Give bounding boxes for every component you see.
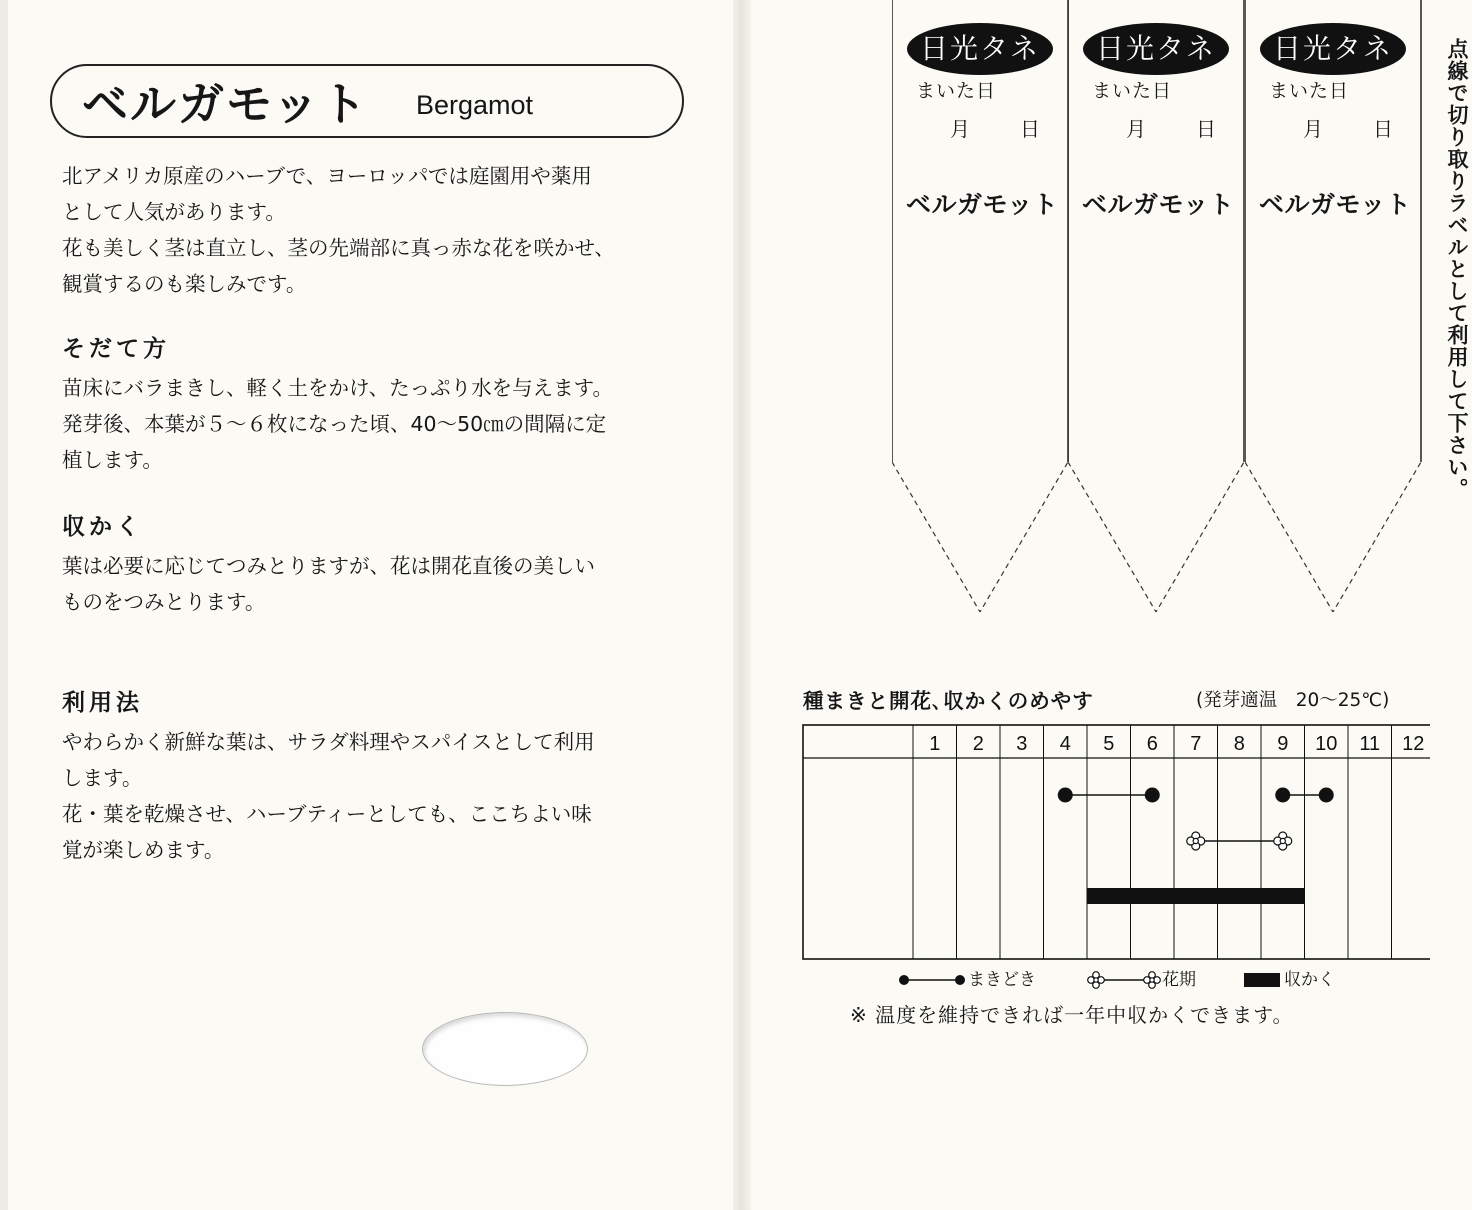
month-label: 月 — [1126, 117, 1146, 141]
calendar-frame — [803, 725, 1430, 959]
section-line: 発芽後、本葉が５～６枚になった頃、40～50㎝の間隔に定 — [62, 412, 607, 436]
planting-calendar — [800, 722, 1430, 962]
month-label: 10 — [1315, 733, 1338, 755]
label-plant-name: ベルガモット — [1082, 190, 1235, 219]
day-label: 日 — [1020, 117, 1040, 141]
page-edge — [0, 0, 8, 1210]
section-heading-growing: そだて方 — [62, 336, 170, 362]
legend-flowering — [1086, 968, 1196, 992]
sowing-dot — [1275, 788, 1290, 803]
section-line: 葉は必要に応じてつみとりますが、花は開花直後の美しい — [62, 554, 595, 578]
legend-sowing — [896, 968, 1036, 992]
label-plant-name: ベルガモット — [1259, 190, 1412, 219]
harvest-legend-icon — [1242, 968, 1284, 992]
month-label: 6 — [1146, 733, 1158, 755]
brand-badge: 日光タネ — [907, 23, 1053, 75]
legend-harvest-label: 収かく — [1284, 970, 1335, 990]
sown-date-label: まいた日 — [916, 80, 997, 102]
section-line: やわらかく新鮮な葉は、サラダ料理やスパイスとして利用 — [62, 730, 595, 754]
month-label: 1 — [929, 733, 941, 755]
harvest-bar — [1087, 888, 1305, 904]
flower-marker — [1187, 832, 1205, 850]
day-label: 日 — [1196, 117, 1216, 141]
sowing-dot — [1319, 788, 1334, 803]
month-label: 月 — [950, 117, 970, 141]
intro-line: 花も美しく茎は直立し、茎の先端部に真っ赤な花を咲かせ、 — [62, 236, 615, 260]
brand-badge: 日光タネ — [1083, 23, 1229, 75]
month-label: 7 — [1190, 733, 1202, 755]
section-heading-usage: 利用法 — [62, 690, 143, 716]
section-line: 植します。 — [62, 448, 163, 472]
section-line: 花・葉を乾燥させ、ハーブティーとしても、ここちよい味 — [62, 802, 592, 826]
product-title: ベルガモット — [82, 77, 369, 131]
month-label: 9 — [1277, 733, 1289, 755]
intro-line: として人気があります。 — [62, 200, 286, 224]
sowing-legend-icon — [896, 968, 968, 992]
germination-temperature: (発芽適温 20～25℃) — [1196, 690, 1390, 711]
cutting-instruction: 点線で切り取りラベルとして利用して下さい。 — [1445, 38, 1469, 500]
month-label: 3 — [1016, 733, 1028, 755]
cut-out-label — [892, 0, 1070, 612]
section-line: 苗床にバラまきし、軽く土をかけ、たっぷり水を与えます。 — [62, 376, 614, 400]
sowing-dot — [1145, 788, 1160, 803]
section-line: します。 — [62, 766, 143, 790]
legend-sowing-label: まきどき — [968, 970, 1036, 990]
sown-date-label: まいた日 — [1269, 80, 1350, 102]
label-plant-name: ベルガモット — [906, 190, 1059, 219]
section-line: 覚が楽しめます。 — [62, 838, 225, 862]
sowing-dot — [1058, 788, 1073, 803]
flower-marker — [1274, 832, 1292, 850]
sown-date-label: まいた日 — [1092, 80, 1173, 102]
month-label: 12 — [1402, 733, 1425, 755]
page-fold — [733, 0, 751, 1210]
intro-line: 北アメリカ原産のハーブで、ヨーロッパでは庭園用や薬用 — [62, 164, 592, 188]
hanging-hole — [422, 1012, 588, 1086]
legend-flowering-label: 花期 — [1162, 970, 1196, 990]
legend-harvest — [1242, 968, 1335, 992]
cut-out-label — [1245, 0, 1423, 612]
section-line: ものをつみとります。 — [62, 590, 266, 614]
footnote: ※ 温度を維持できれば一年中収かくできます。 — [850, 1003, 1294, 1027]
product-title-english: Bergamot — [416, 90, 534, 120]
month-label: 月 — [1303, 117, 1323, 141]
intro-line: 観賞するのも楽しみです。 — [62, 272, 307, 296]
month-label: 8 — [1233, 733, 1245, 755]
day-label: 日 — [1373, 117, 1393, 141]
flower-legend-icon — [1086, 968, 1162, 992]
brand-badge: 日光タネ — [1260, 23, 1406, 75]
section-heading-harvest: 収かく — [62, 514, 143, 540]
calendar-title: 種まきと開花､収かくのめやす — [803, 689, 1094, 713]
month-label: 2 — [972, 733, 984, 755]
month-label: 4 — [1059, 733, 1071, 755]
month-label: 5 — [1103, 733, 1115, 755]
month-label: 11 — [1359, 733, 1381, 755]
cut-out-label — [1068, 0, 1246, 612]
